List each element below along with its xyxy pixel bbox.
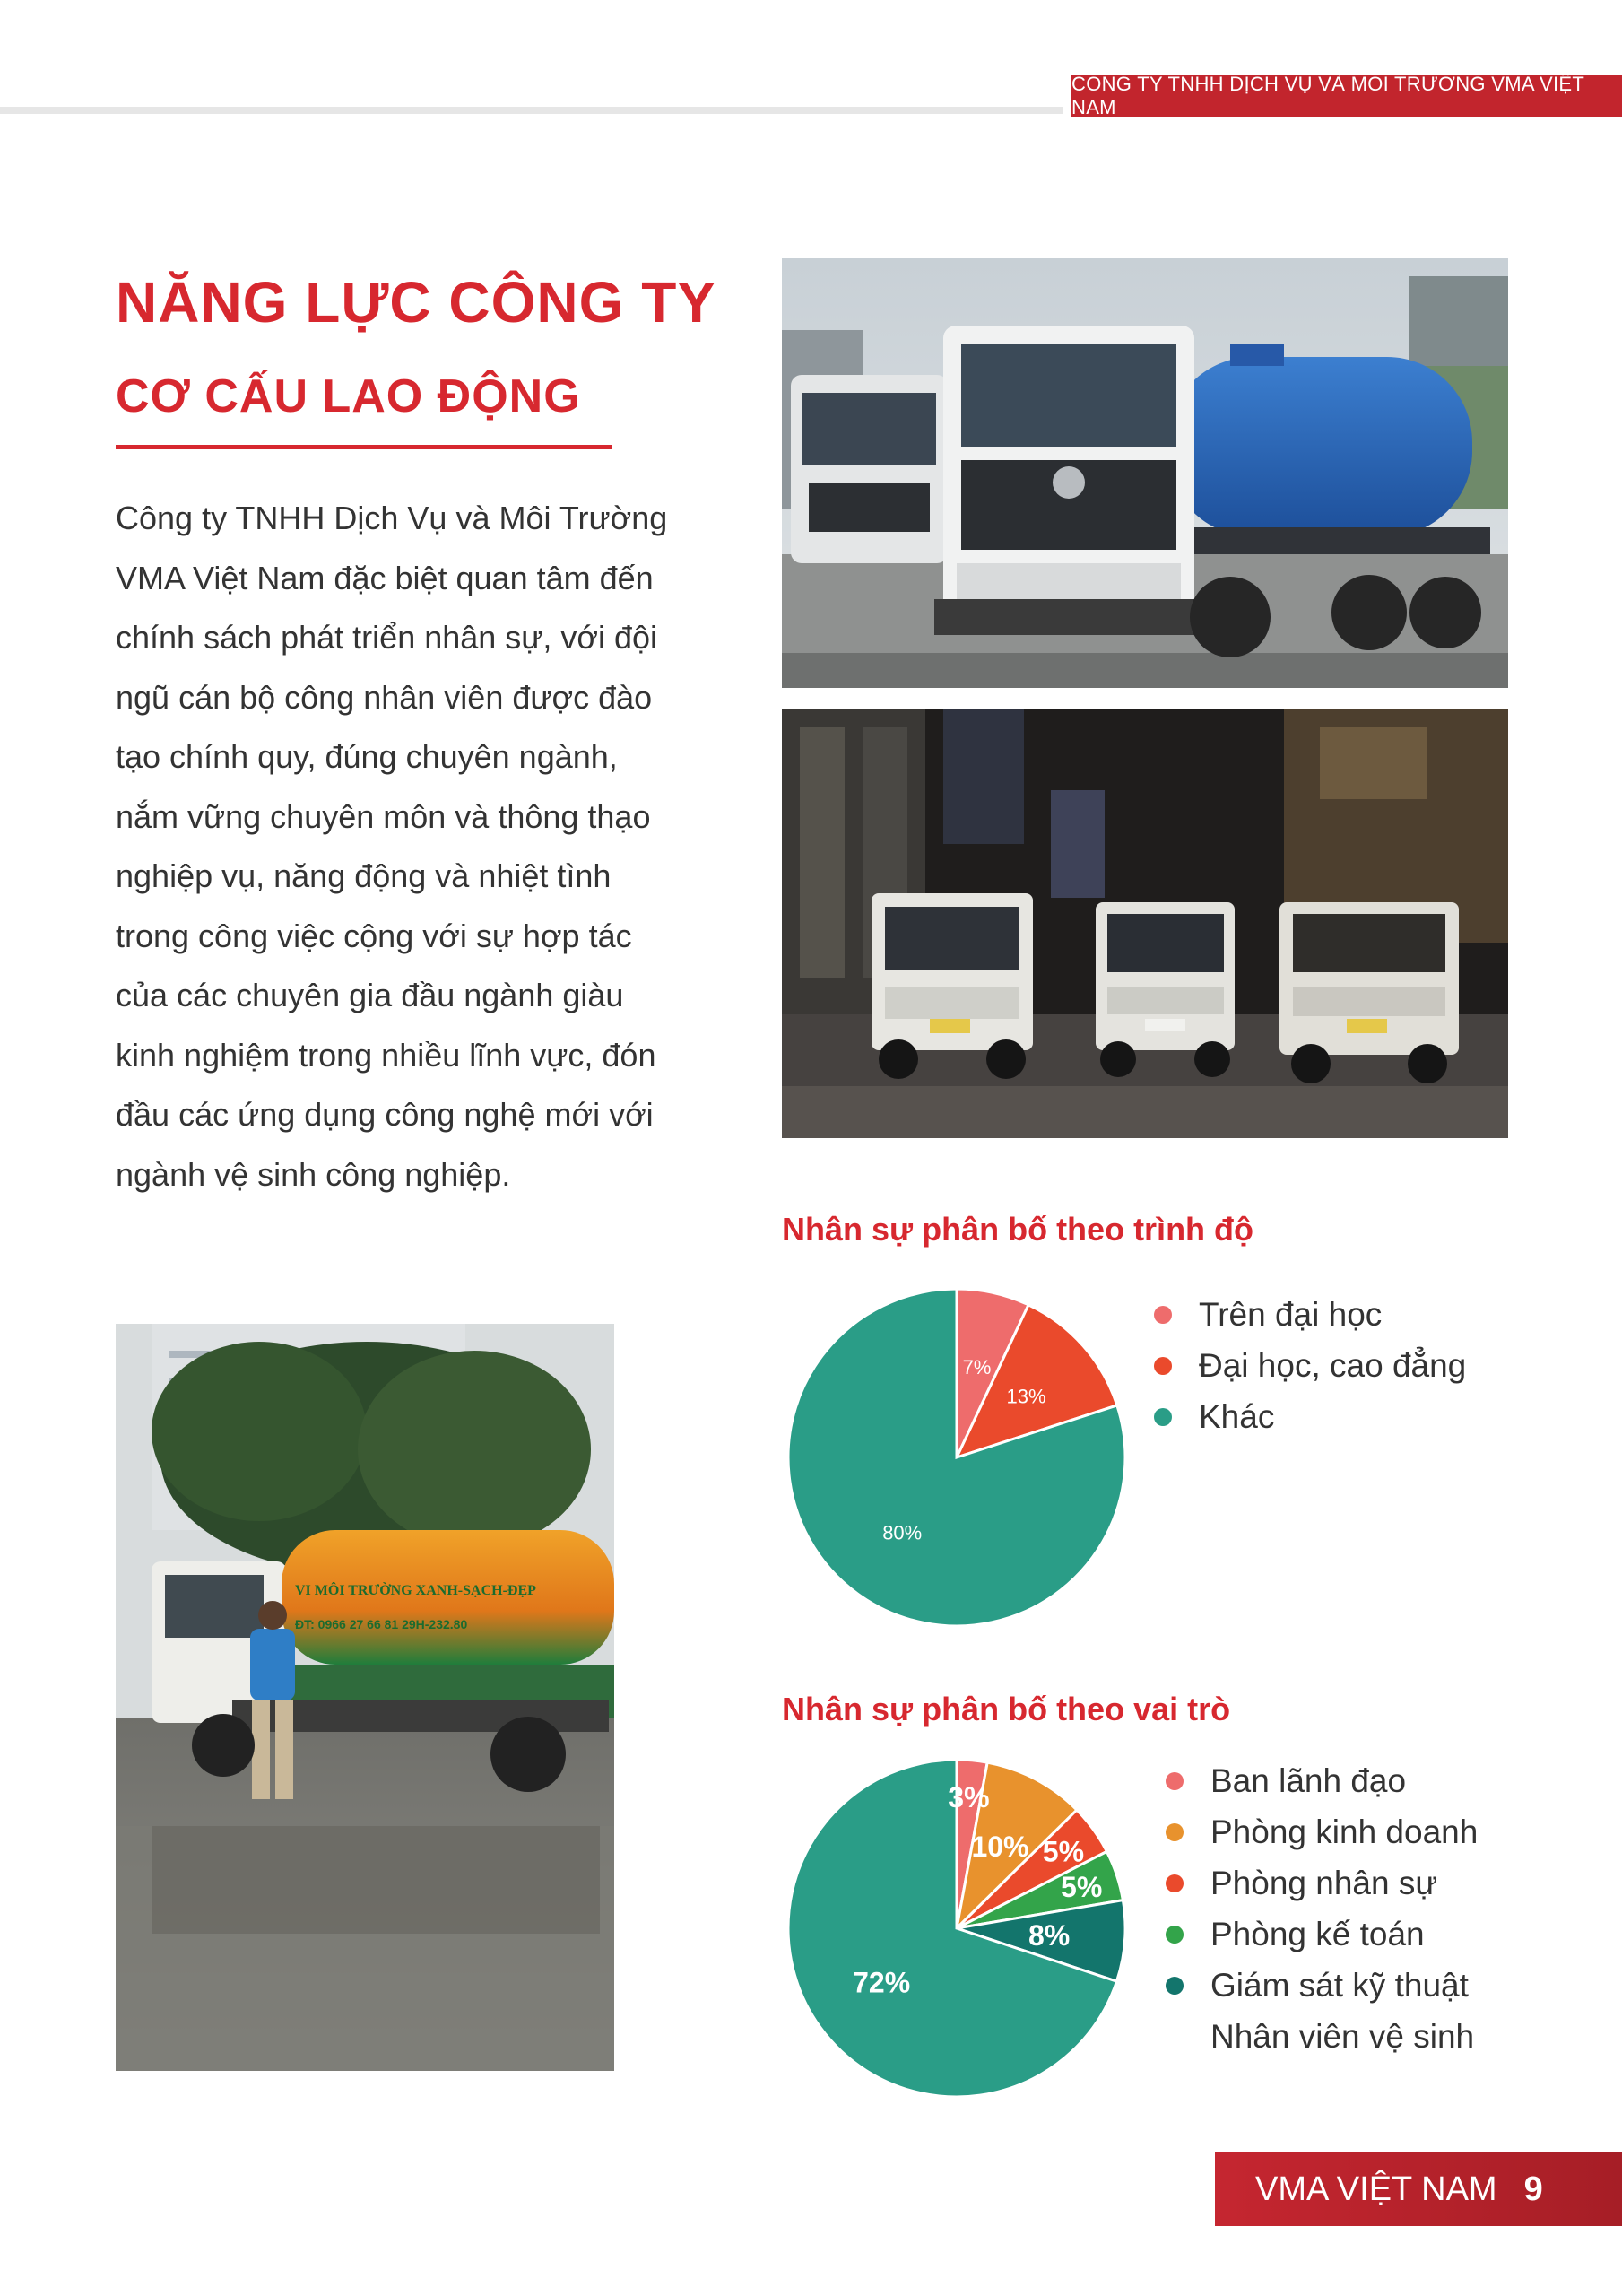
legend-label: Đại học, cao đẳng <box>1199 1346 1467 1384</box>
chart2-legend-item <box>1166 1806 1478 1857</box>
body-line: VMA Việt Nam đặc biệt quan tâm đến <box>116 559 654 596</box>
chart1-legend <box>1154 1289 1466 1442</box>
legend-swatch <box>1166 1977 1184 1995</box>
legend-swatch <box>1166 1926 1184 1944</box>
chart1-legend-item <box>1154 1391 1466 1442</box>
body-line: Công ty TNHH Dịch Vụ và Môi Trường <box>116 500 668 536</box>
chart2-legend-item <box>1166 1960 1478 2011</box>
legend-label: Phòng kế toán <box>1210 1915 1425 1952</box>
truck-phone-text: ĐT: 0966 27 66 81 29H-232.80 <box>295 1617 468 1631</box>
photo-suction-truck <box>116 1324 614 2071</box>
chart2-legend-item <box>1166 1857 1478 1909</box>
page-number: 9 <box>1523 2170 1543 2208</box>
chart2-title: Nhân sự phân bố theo vai trò <box>782 1691 1231 1727</box>
chart2-legend <box>1166 1755 1478 2062</box>
legend-swatch <box>1154 1306 1172 1324</box>
header-company-banner <box>1071 75 1622 117</box>
body-line: kinh nghiệm trong nhiều lĩnh vực, đón <box>116 1036 656 1074</box>
body-line: nghiệp vụ, năng động và nhiệt tình <box>116 857 612 894</box>
legend-label: Trên đại học <box>1199 1295 1383 1333</box>
body-line: trong công việc cộng với sự hợp tác <box>116 917 632 954</box>
photo-trucks-night <box>782 709 1508 1138</box>
truck-slogan-text: VI MÔI TRƯỜNG XANH-SẠCH-ĐẸP <box>295 1583 536 1598</box>
legend-swatch <box>1154 1357 1172 1375</box>
footer-bar <box>1215 2152 1622 2226</box>
chart1-pie <box>782 1283 1132 1632</box>
pie-value-label: 3% <box>948 1781 990 1814</box>
legend-label: Phòng kinh doanh <box>1210 1813 1479 1850</box>
legend-swatch <box>1154 1408 1172 1426</box>
legend-swatch <box>1166 1823 1184 1841</box>
page-subtitle: CƠ CẤU LAO ĐỘNG <box>116 370 581 422</box>
legend-label: Phòng nhân sự <box>1210 1864 1438 1901</box>
pie-value-label: 13% <box>1006 1385 1046 1408</box>
body-paragraph <box>116 489 721 1205</box>
footer-brand: VMA VIỆT NAM <box>1255 2170 1497 2208</box>
body-line: chính sách phát triển nhân sự, với đội <box>116 619 658 656</box>
body-line: nắm vững chuyên môn và thông thạo <box>116 797 651 835</box>
title-underline <box>116 445 612 449</box>
chart1-legend-item <box>1154 1289 1466 1340</box>
legend-swatch <box>1166 1874 1184 1892</box>
pie-value-label: 7% <box>962 1355 992 1378</box>
body-line: của các chuyên gia đầu ngành giàu <box>116 977 624 1013</box>
pie-value-label: 72% <box>853 1966 911 1999</box>
pie-value-label: 8% <box>1028 1919 1071 1952</box>
legend-label: Giám sát kỹ thuật <box>1210 1966 1469 2004</box>
body-line: ngành vệ sinh công nghiệp. <box>116 1155 511 1193</box>
legend-swatch <box>1166 1772 1184 1790</box>
body-line: đầu các ứng dụng công nghệ mới với <box>116 1096 654 1133</box>
body-line: tạo chính quy, đúng chuyên ngành, <box>116 738 618 775</box>
body-line: ngũ cán bộ công nhân viên được đào <box>116 678 653 716</box>
legend-label: Nhân viên vệ sinh <box>1210 2017 1475 2055</box>
pie-value-label: 5% <box>1061 1871 1103 1904</box>
page-title: NĂNG LỰC CÔNG TY <box>116 270 716 335</box>
header-rule <box>0 107 1063 114</box>
photo-tanker-trucks-day <box>782 258 1508 688</box>
header-company-name: CÔNG TY TNHH DỊCH VỤ VÀ MÔI TRƯỜNG VMA VIỆT NAM <box>1071 73 1584 118</box>
chart2-legend-item <box>1166 1755 1478 1806</box>
chart2-legend-item <box>1166 2011 1478 2062</box>
chart2-legend-item <box>1166 1909 1478 1960</box>
chart1-title: Nhân sự phân bố theo trình độ <box>782 1211 1254 1248</box>
pie-value-label: 80% <box>882 1521 923 1544</box>
chart1-legend-item <box>1154 1340 1466 1391</box>
pie-value-label: 5% <box>1042 1835 1085 1868</box>
legend-label: Khác <box>1199 1397 1275 1435</box>
pie-value-label: 10% <box>971 1830 1029 1863</box>
chart2-pie <box>782 1753 1132 2103</box>
legend-label: Ban lãnh đạo <box>1210 1761 1407 1799</box>
